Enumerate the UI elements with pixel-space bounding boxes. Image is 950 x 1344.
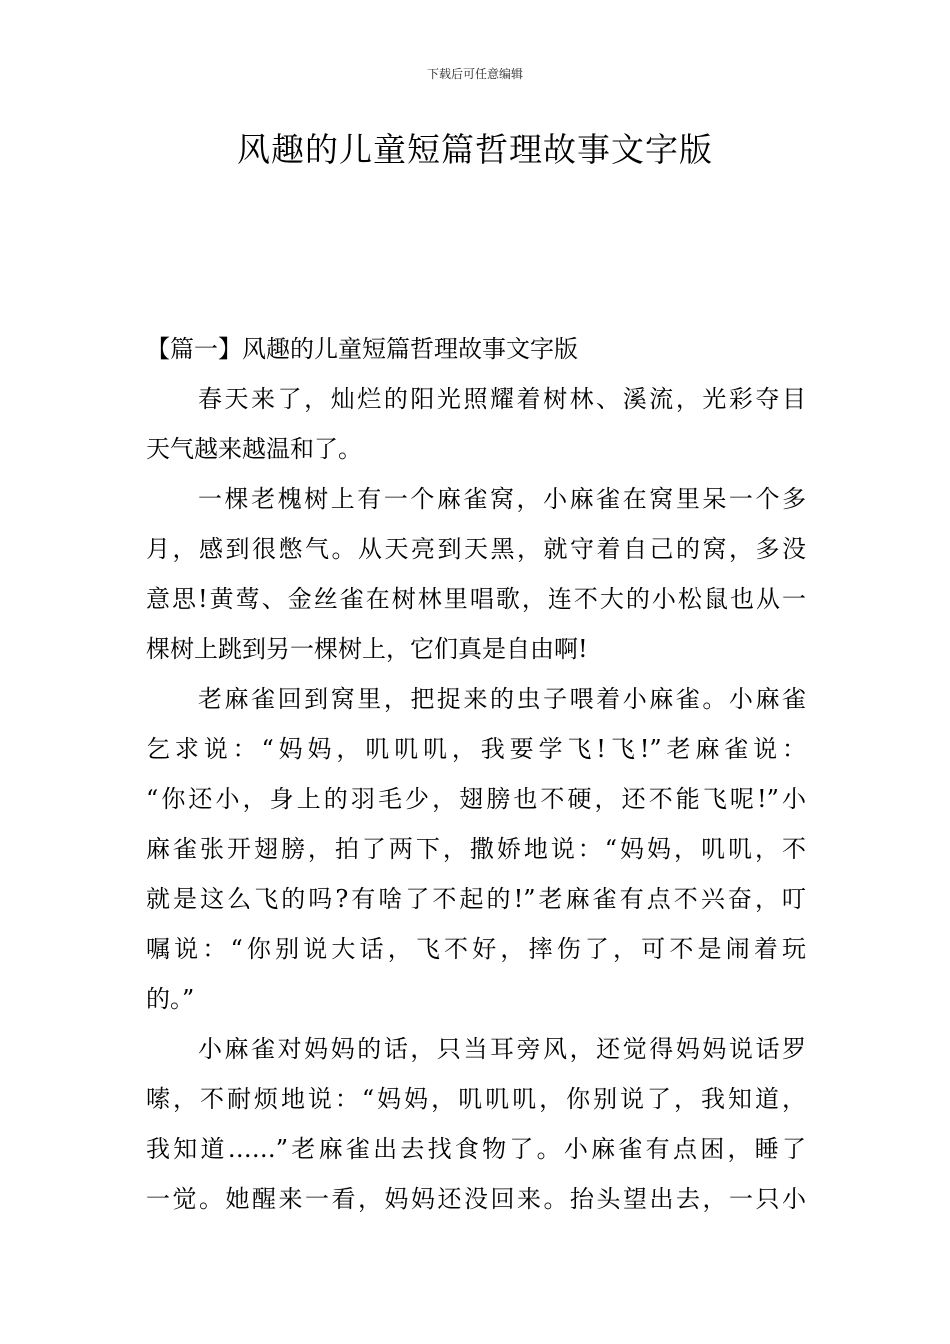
paragraph-3 [146,674,806,1024]
paragraph-line: 麻雀张开翅膀，拍了两下，撒娇地说：“妈妈，叽叽，不 [146,835,806,863]
document-body [146,324,806,1224]
document-title: 风趣的儿童短篇哲理故事文字版 [237,130,713,169]
paragraph-line: 的。” [146,985,195,1013]
page-header-note: 下载后可任意编辑 [426,67,523,81]
paragraph-line: 就是这么飞的吗?有啥了不起的!”老麻雀有点不兴奋，叮 [146,885,806,913]
paragraph-line: 我知道……”老麻雀出去找食物了。小麻雀有点困，睡了 [146,1135,806,1163]
paragraph-line: 天气越来越温和了。 [146,435,362,463]
paragraph-line: “你还小，身上的羽毛少，翅膀也不硬，还不能飞呢!”小 [146,785,806,813]
paragraph-line: 棵树上跳到另一棵树上，它们真是自由啊! [146,635,588,663]
paragraph-line: 嗦，不耐烦地说：“妈妈，叽叽叽，你别说了，我知道， [146,1085,806,1113]
paragraph-line: 一觉。她醒来一看，妈妈还没回来。抬头望出去，一只小 [146,1185,806,1213]
paragraph-line: 乞求说：“妈妈，叽叽叽，我要学飞!飞!”老麻雀说： [146,735,806,763]
paragraph-1 [146,374,806,474]
paragraph-line: 春天来了，灿烂的阳光照耀着树林、溪流，光彩夺目 [198,385,806,413]
paragraph-2 [146,474,806,674]
paragraph-line: 老麻雀回到窝里，把捉来的虫子喂着小麻雀。小麻雀 [198,685,806,713]
paragraph-line: 嘱说：“你别说大话，飞不好，摔伤了，可不是闹着玩 [146,935,806,963]
paragraph-line: 意思!黄莺、金丝雀在树林里唱歌，连不大的小松鼠也从一 [146,585,806,613]
paragraph-line: 一棵老槐树上有一个麻雀窝，小麻雀在窝里呆一个多 [198,485,806,513]
paragraph-line: 小麻雀对妈妈的话，只当耳旁风，还觉得妈妈说话罗 [198,1035,806,1063]
paragraph-4 [146,1024,806,1224]
paragraph-line: 月，感到很憋气。从天亮到天黑，就守着自己的窝，多没 [146,535,806,563]
section-heading: 【篇一】风趣的儿童短篇哲理故事文字版 [146,335,578,363]
